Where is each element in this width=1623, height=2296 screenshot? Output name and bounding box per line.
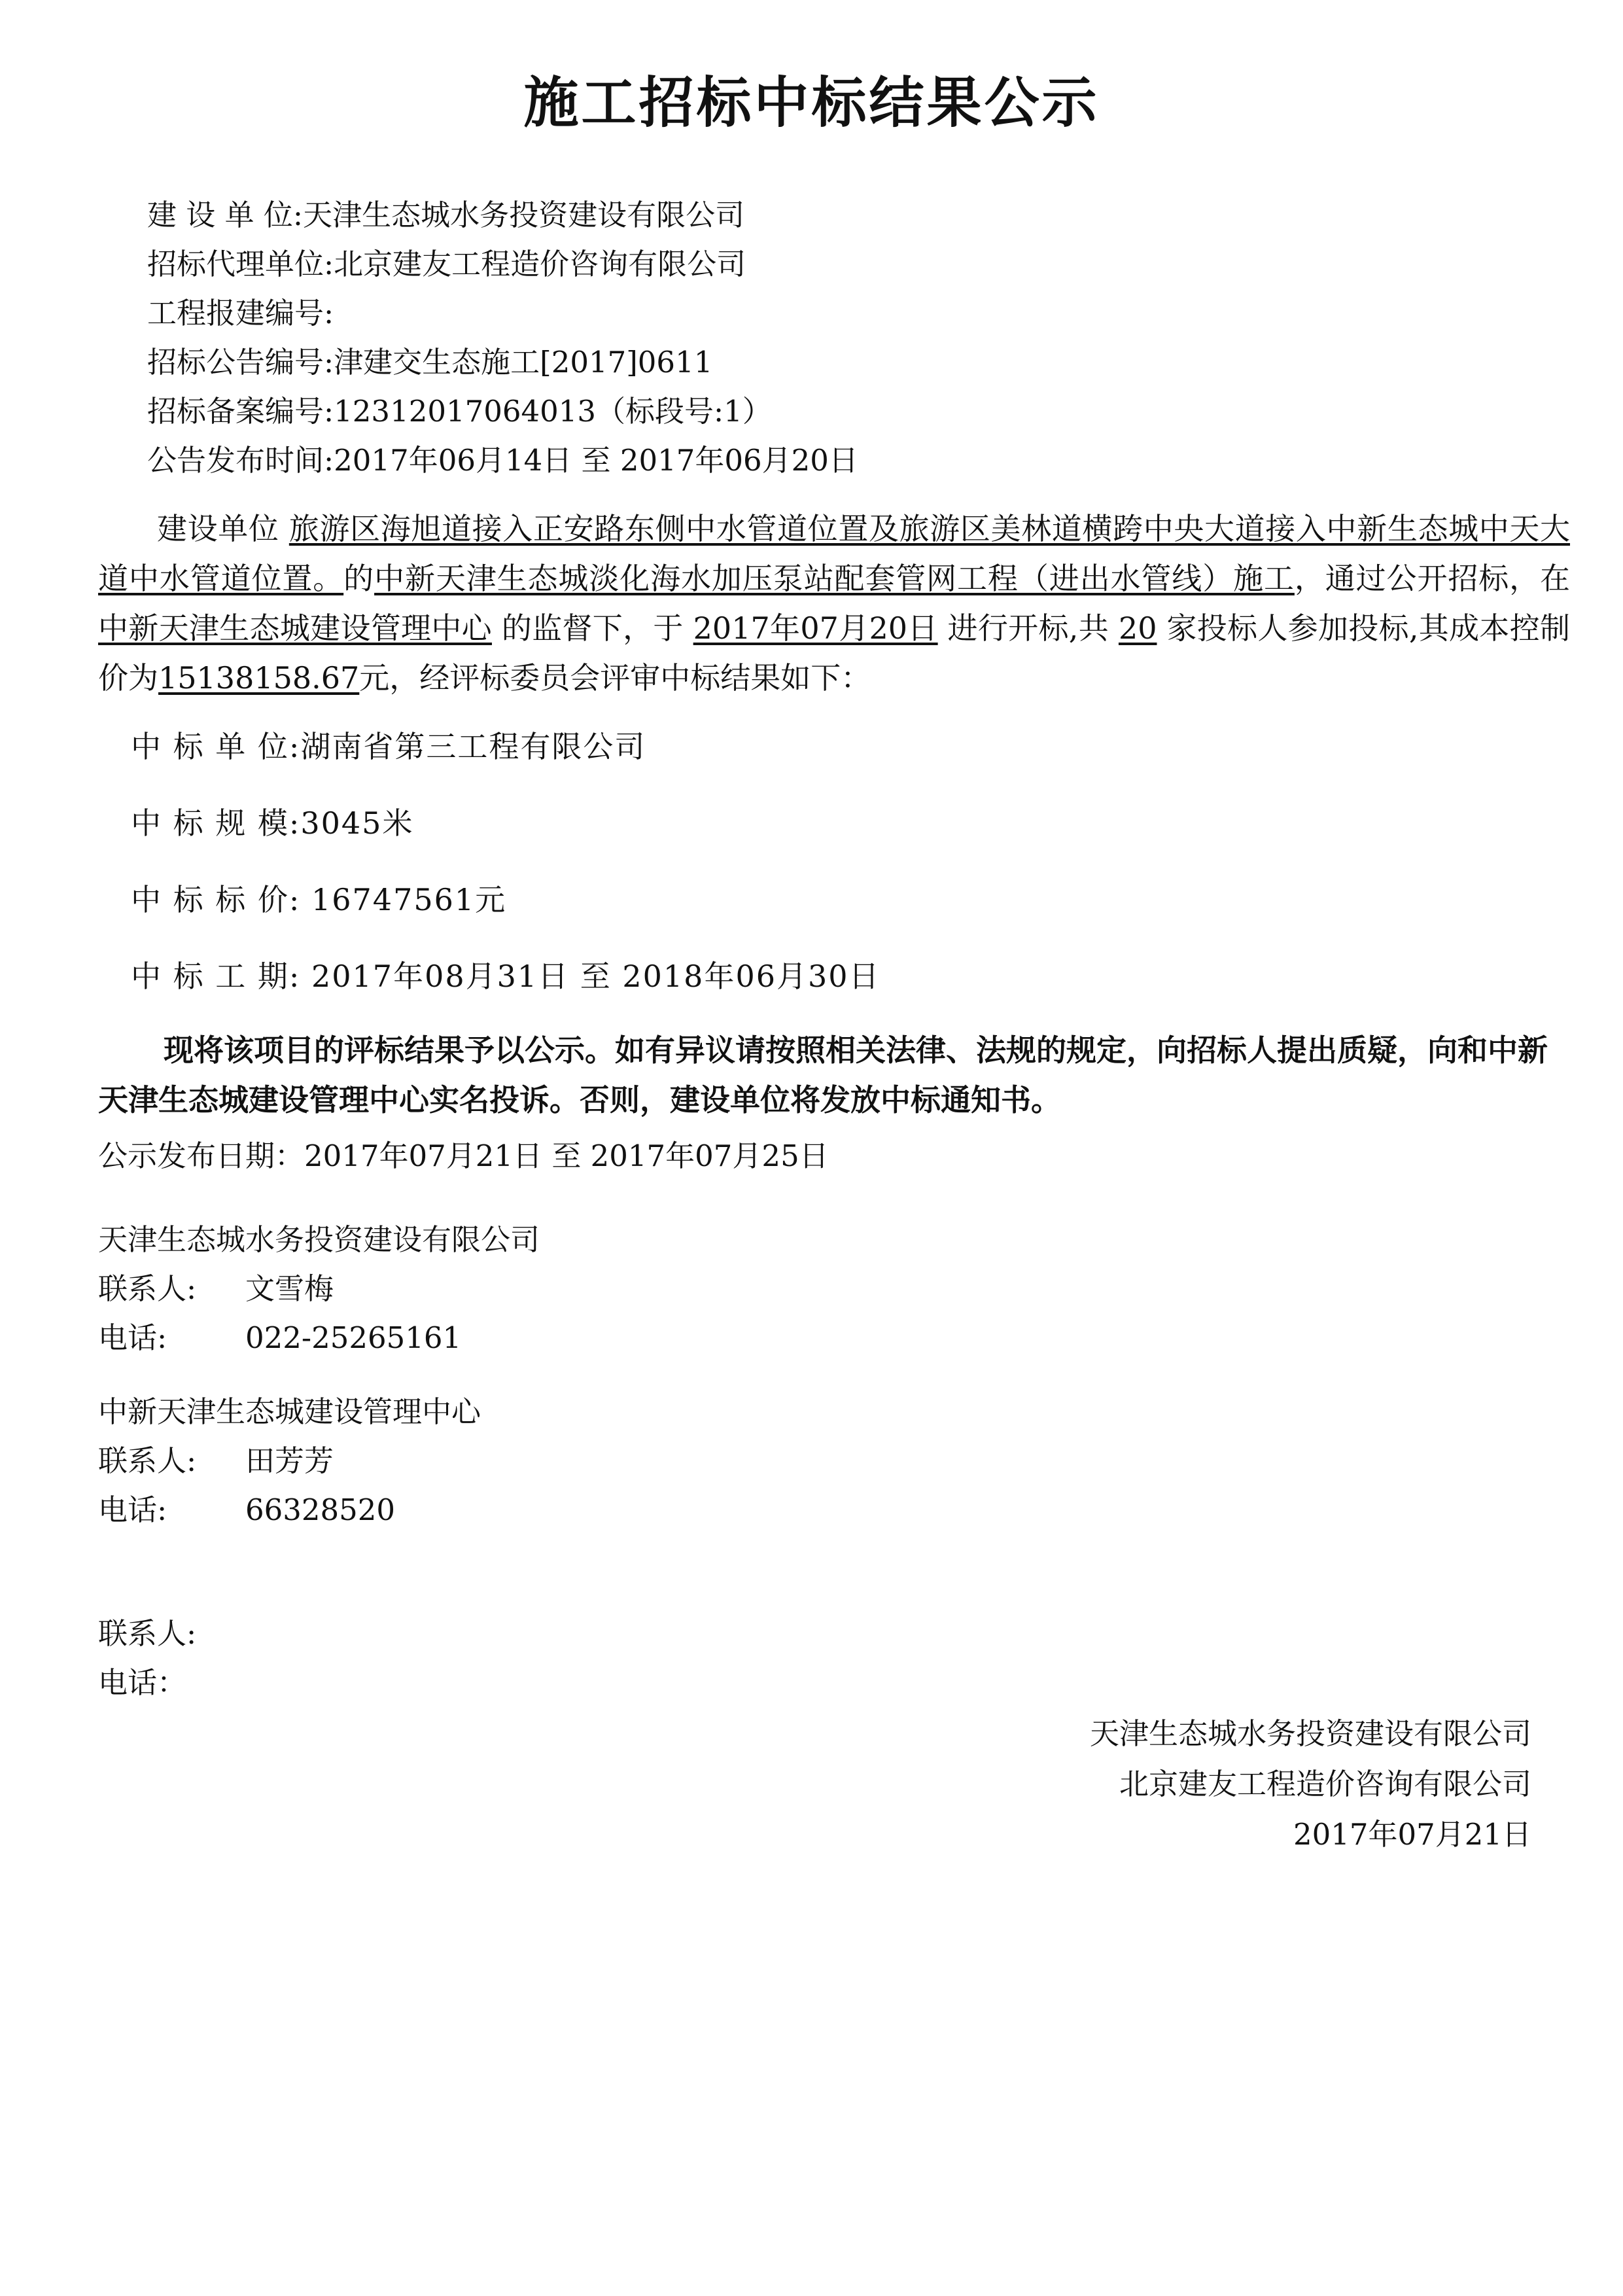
bid-value: 湖南省第三工程有限公司 <box>300 729 646 764</box>
bid-label: 中 标 工 期: <box>131 959 301 994</box>
contact-phone-label: 电话： <box>98 1665 187 1700</box>
bid-row-price <box>131 876 506 919</box>
info-label: 公告发布时间: <box>147 443 334 478</box>
contact-org: 中新天津生态城建设管理中心 <box>98 1394 481 1429</box>
contact-person-label: 联系人: <box>98 1271 197 1306</box>
signature-org-agent: 北京建友工程造价咨询有限公司 <box>1119 1767 1531 1801</box>
contact-person: 文雪梅 <box>245 1271 334 1306</box>
contact-phone-row <box>98 1659 186 1701</box>
page-title: 施工招标中标结果公示 <box>523 71 1100 135</box>
contact-phone-row <box>98 1314 461 1356</box>
info-row-record-no <box>147 387 772 430</box>
result-paragraph <box>98 504 1570 703</box>
objection-notice: 现将该项目的评标结果予以公示。如有异议请按照相关法律、法规的规定，向招标人提出质疑，向和中新天津生态城建设管理中心实名投诉。否则，建设单位将发放中标通知书。 <box>98 1033 1548 1118</box>
contact-phone: 66328520 <box>245 1492 396 1527</box>
para-of: 的 <box>343 561 375 596</box>
bid-label: 中 标 标 价: <box>131 882 301 917</box>
info-value: 津建交生态施工[2017]0611 <box>334 345 713 380</box>
bid-value: 2017年08月31日 至 2018年06月30日 <box>300 959 881 994</box>
contact-person-label: 联系人: <box>98 1443 197 1478</box>
bidder-count: 20 <box>1118 610 1157 646</box>
contact-phone: 022-25265161 <box>245 1320 462 1355</box>
bid-label: 中 标 规 模: <box>131 805 301 841</box>
contact-phone-label: 电话: <box>98 1320 167 1355</box>
contact-phone-label: 电话: <box>98 1492 167 1527</box>
para-mid3: 进行开标,共 <box>937 610 1119 646</box>
info-label: 建 设 单 位: <box>147 198 304 232</box>
info-row-builder <box>147 191 744 234</box>
bid-value: 16747561元 <box>300 882 507 917</box>
signature-date: 2017年07月21日 <box>1293 1817 1531 1852</box>
contact-person-label: 联系人: <box>98 1616 197 1651</box>
para-tail: 元，经评标委员会评审中标结果如下： <box>359 660 871 696</box>
bid-row-winner <box>131 723 646 766</box>
contact-person: 田芳芳 <box>245 1443 334 1478</box>
info-value: 北京建友工程造价咨询有限公司 <box>334 247 746 281</box>
cost-cap: 15138158.67 <box>158 660 360 696</box>
para-mid4: 家投标人参加投标,其成本控制价为 <box>98 610 1570 696</box>
info-value: 天津生态城水务投资建设有限公司 <box>303 198 745 232</box>
info-row-agent <box>147 240 746 283</box>
info-row-announcement-no <box>147 338 712 381</box>
info-row-registration-no <box>147 289 334 332</box>
open-date: 2017年07月20日 <box>693 610 938 646</box>
info-value: 2017年06月14日 至 2017年06月20日 <box>334 443 858 478</box>
info-label: 工程报建编号: <box>147 296 334 330</box>
contact-person-row <box>98 1610 196 1652</box>
publish-period: 公示发布日期：2017年07月21日 至 2017年07月25日 <box>98 1139 829 1173</box>
bid-label: 中 标 单 位: <box>131 729 301 764</box>
project-name: 中新天津生态城淡化海水加压泵站配套管网工程（进出水管线）施工 <box>374 561 1295 596</box>
signature-org-builder: 天津生态城水务投资建设有限公司 <box>1089 1716 1531 1751</box>
para-mid1: ，通过公开招标，在 <box>1294 561 1571 596</box>
supervisor-name: 中新天津生态城建设管理中心 <box>98 610 492 646</box>
info-row-publish-time <box>147 436 858 479</box>
project-location: 旅游区海旭道接入正安路东侧中水管道位置及旅游区美林道横跨中央大道接入中新生态城中天大道中水管道位置。 <box>98 511 1571 596</box>
bid-value: 3045米 <box>300 805 414 841</box>
info-label: 招标备案编号: <box>147 394 334 429</box>
para-mid2: 的监督下，于 <box>491 610 693 646</box>
info-value: 12312017064013（标段号:1） <box>334 394 772 429</box>
contact-person-row <box>98 1265 334 1307</box>
info-label: 招标代理单位: <box>147 247 334 281</box>
contact-org: 天津生态城水务投资建设有限公司 <box>98 1222 540 1257</box>
bid-row-period <box>131 953 881 996</box>
bid-row-scale <box>131 800 413 843</box>
para-lead: 建设单位 <box>157 511 279 546</box>
contact-phone-row <box>98 1486 395 1528</box>
contact-person-row <box>98 1437 334 1479</box>
info-label: 招标公告编号: <box>147 345 334 380</box>
